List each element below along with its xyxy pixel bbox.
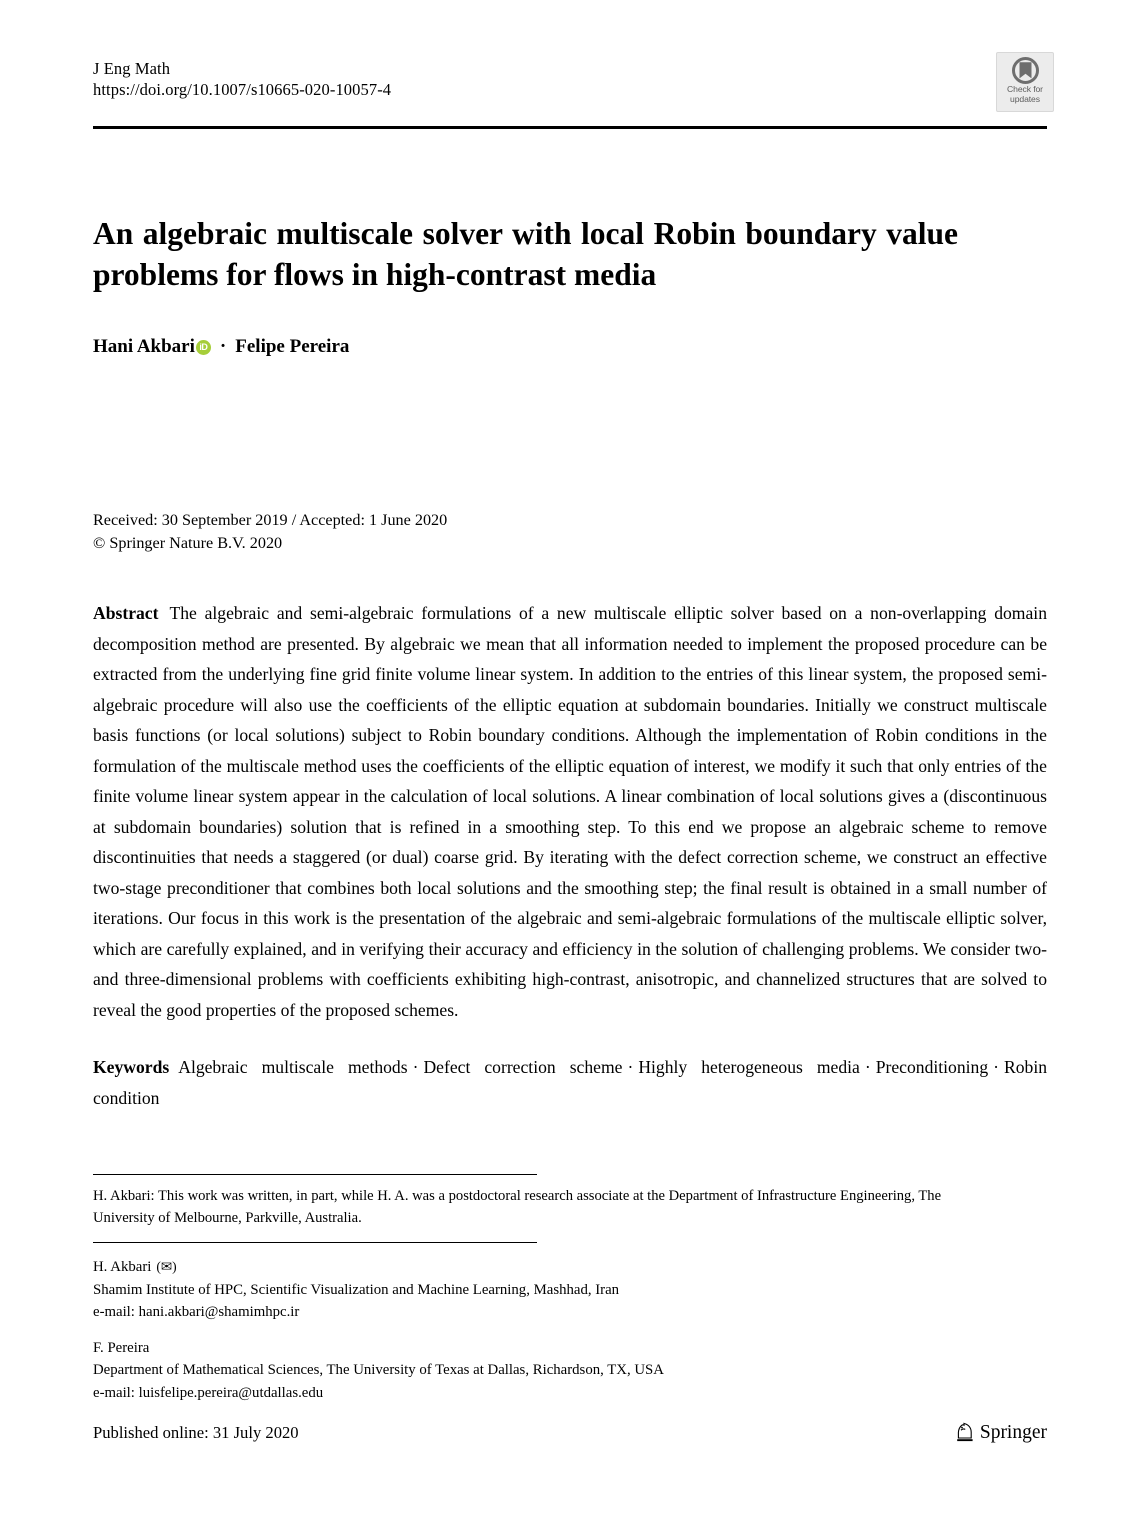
keywords-list [93,1057,1047,1108]
publication-dates [93,509,1047,554]
affiliation-1 [93,1256,1047,1324]
affiliation-2-name: F. Pereira [93,1339,150,1356]
keyword-item[interactable]: Preconditioning [875,1057,989,1077]
envelope-icon: (✉) [156,1259,177,1274]
copyright-line: © Springer Nature B.V. 2020 [93,533,283,552]
abstract-label: Abstract [93,603,159,623]
springer-knight-icon [956,1422,975,1444]
check-for-updates-label [1007,85,1043,104]
affiliation-1-address: Shamim Institute of HPC, Scientific Visualization and Machine Learning, Mashhad, Iran [93,1281,620,1298]
header-divider [93,126,1047,129]
author-name-1: Hani Akbari [93,336,195,357]
keyword-separator: · [627,1057,634,1077]
abstract-section [93,598,1047,1025]
abstract-text: The algebraic and semi-algebraic formulations of a new multiscale elliptic solver based on a non-overlapping domain decomposition method are presented. By algebraic we mean that all information needed to implement the proposed procedure can be extracted from the underlying fine grid finite volume linear system. In addition to the entries of this linear system, the proposed semi-algebraic procedure will also use the coefficients of the elliptic equation at subdomain boundaries. Initially we construct multiscale basis functions (or local solutions) subject to Robin boundary conditions. Although the implementation of Robin conditions in the formulation of the multiscale method uses the coefficients of the elliptic equation of interest, we modify it such that only entries of the finite volume linear system appear in the calculation of local solutions. A linear combination of local solutions gives a (discontinuous at subdomain boundaries) solution that is refined in a smoothing step. To this end we propose an algebraic scheme to remove discontinuities that needs a staggered (or dual) coarse grid. By iterating with the defect correction scheme, we construct an effective two-stage preconditioner that combines both local solutions and the smoothing step; the final result is obtained in a small number of iterations. Our focus in this work is the presentation of the algebraic and semi-algebraic formulations of the multiscale elliptic solver, which are carefully explained, and in verifying their accuracy and efficiency in the solution of challenging problems. We consider two- and three-dimensional problems with coefficients exhibiting high-contrast, anisotropic, and channelized structures that are solved to reveal the good properties of the proposed schemes. [93,603,1047,1020]
keyword-item[interactable]: Defect correction scheme [423,1057,623,1077]
keywords-label: Keywords [93,1057,170,1077]
keyword-separator: · [412,1057,419,1077]
check-for-updates-badge[interactable] [996,52,1054,112]
affiliation-2-address: Department of Mathematical Sciences, The University of Texas at Dallas, Richardson, TX, USA [93,1362,664,1378]
author-list [93,335,1047,359]
crossmark-line-1: Check for [1007,84,1043,94]
springer-wordmark: Springer [979,1422,1047,1443]
affiliation-1-email[interactable]: e-mail: hani.akbari@shamimhpc.ir [93,1304,300,1320]
keyword-item[interactable]: Robin condition [93,1057,1047,1108]
keyword-separator: · [993,1057,999,1077]
received-accepted-line: Received: 30 September 2019 / Accepted: 1 June 2020 [93,511,448,529]
keyword-item[interactable]: Highly heterogeneous media [638,1057,860,1077]
affiliation-1-name-line [93,1256,1047,1279]
journal-name: J Eng Math [93,59,171,78]
affiliation-2-email[interactable]: e-mail: luisfelipe.pereira@utdallas.edu [93,1384,324,1401]
affiliation-2 [93,1337,1047,1405]
footnote-section [93,1174,1047,1404]
footnote-rule-top [93,1174,537,1175]
published-online-date: Published online: 31 July 2020 [93,1423,299,1442]
funding-footnote: H. Akbari: This work was written, in part, while H. A. was a postdoctoral research associate at the Department of Infrastructure Engineering, The University of Melbourne, Parkville, Australia. [93,1188,942,1226]
crossmark-line-2: updates [1010,93,1040,104]
orcid-id-icon[interactable] [196,340,211,355]
page-title: An algebraic multiscale solver with local Robin boundary value problems for flows in high-contrast media [93,216,958,292]
footnote-rule-bottom [93,1242,537,1243]
author-name-2: Felipe Pereira [235,336,350,357]
doi-link[interactable]: https://doi.org/10.1007/s10665-020-10057-4 [93,80,392,99]
keywords-section [93,1052,1047,1113]
keyword-separator: · [864,1057,871,1077]
springer-logo [956,1422,1047,1444]
keyword-item[interactable]: Algebraic multiscale methods [178,1057,408,1077]
page-header [93,0,1047,120]
page-footer [93,1422,1047,1444]
affiliation-1-name: H. Akbari [93,1259,152,1275]
crossmark-circle-icon [1012,57,1039,84]
author-separator: · [219,336,227,357]
